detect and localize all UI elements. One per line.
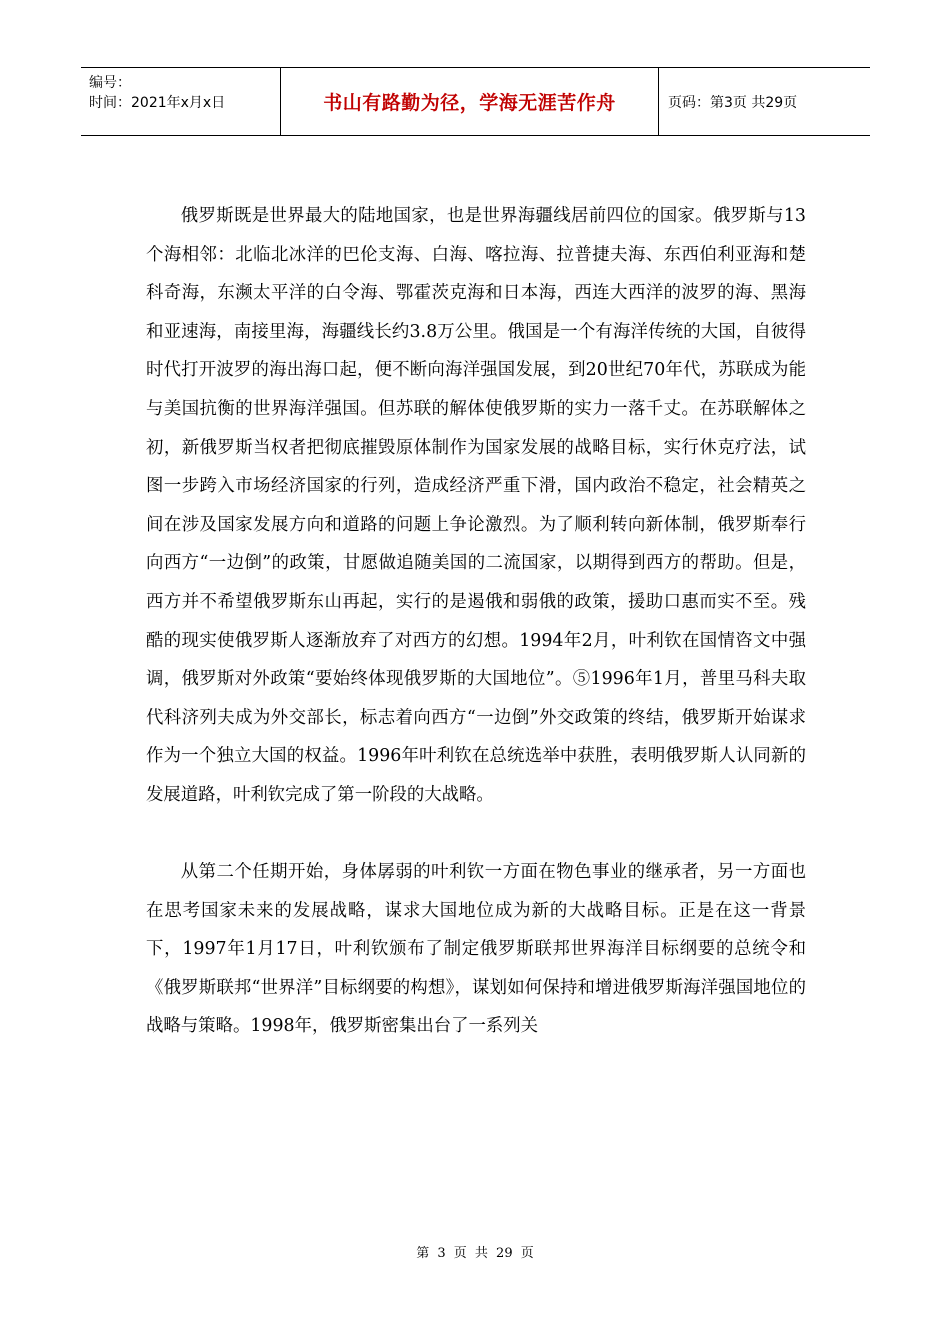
body-paragraph-1: 俄罗斯既是世界最大的陆地国家，也是世界海疆线居前四位的国家。俄罗斯与13个海相邻：北临北冰洋的巴伦支海、白海、喀拉海、拉普捷夫海、东西伯利亚海和楚科奇海，东濒太平洋的白令海、鄂霍茨克海和日本海，西连大西洋的波罗的海、黑海和亚速海，南接里海，海疆线长约3.8万公里。俄国是一个有海洋传统的大国，自彼得时代打开波罗的海出海口起，便不断向海洋强国发展，到20世纪70年代，苏联成为能与美国抗衡的世界海洋强国。但苏联的解体使俄罗斯的实力一落千丈。在苏联解体之初，新俄罗斯当权者把彻底摧毁原体制作为国家发展的战略目标，实行休克疗法，试图一步跨入市场经济国家的行列，造成经济严重下滑，国内政治不稳定，社会精英之间在涉及国家发展方向和道路的问题上争论激烈。为了顺利转向新体制，俄罗斯奉行向西方“一边倒”的政策，甘愿做追随美国的二流国家，以期得到西方的帮助。但是，西方并不希望俄罗斯东山再起，实行的是遏俄和弱俄的政策，援助口惠而实不至。残酷的现实使俄罗斯人逐渐放弃了对西方的幻想。1994年2月，叶利钦在国情咨文中强调，俄罗斯对外政策“要始终体现俄罗斯的大国地位”。⑤1996年1月，普里马科夫取代科济列夫成为外交部长，标志着向西方“一边倒”外交政策的终结，俄罗斯开始谋求作为一个独立大国的权益。1996年叶利钦在总统选举中获胜，表明俄罗斯人认同新的发展道路，叶利钦完成了第一阶段的大战略。 <box>146 206 806 805</box>
page-header <box>81 67 870 136</box>
header-meta-cell <box>81 68 281 135</box>
document-time-label: 时间：2021年x月x日 <box>89 95 226 111</box>
document-body <box>146 197 806 1046</box>
page-footer: 第 3 页 共 29 页 <box>416 1246 534 1261</box>
document-number-label: 编号： <box>89 75 131 91</box>
header-page-info: 页码：第3页 共29页 <box>668 94 798 111</box>
header-motto: 书山有路勤为径，学海无涯苦作舟 <box>281 68 659 135</box>
body-paragraph-2: 从第二个任期开始，身体孱弱的叶利钦一方面在物色事业的继承者，另一方面也在思考国家未来的发展战略，谋求大国地位成为新的大战略目标。正是在这一背景下，1997年1月17日，叶利钦颁布了制定俄罗斯联邦世界海洋目标纲要的总统令和《俄罗斯联邦“世界洋”目标纲要的构想》，谋划如何保持和增进俄罗斯海洋强国地位的战略与策略。1998年，俄罗斯密集出台了一系列关 <box>146 862 806 1037</box>
